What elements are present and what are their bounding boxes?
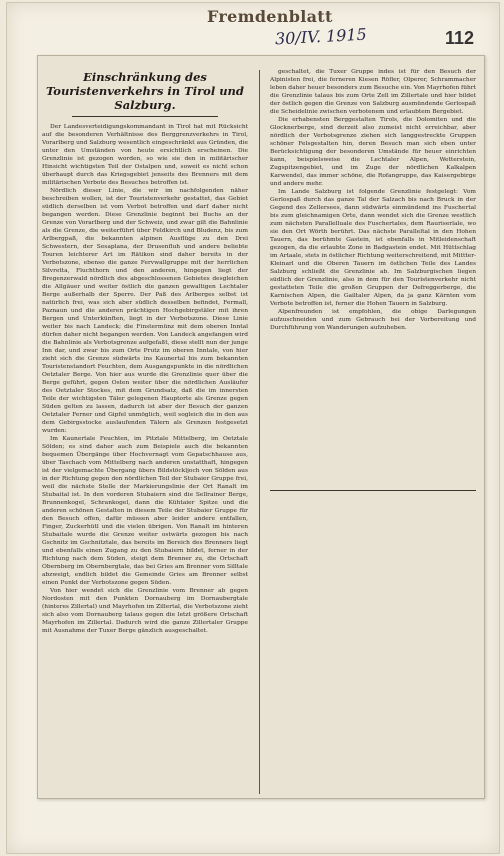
archive-scan-page xyxy=(6,2,500,854)
article-paragraph: geschaltet, die Tuxer Gruppe indes ist für den Besuch der Alpinisten frei, die ferneren Kiesen Röfler, Olperer, Schrammacher leben daher heuer besonders zum Besuche ein. Von Mayrhofen führt die Grenzlinie talaus bis zum Orte Zell im Zillertale und hier bildet der östlich gegen die Grenze von Salzburg ausmündende Gerlospaß die Scheidelinie zwischen verbotenem und erlaubtem Bergebiet. xyxy=(270,69,476,115)
article-paragraph: Nördlich dieser Linie, die wir im nachfolgenden näher beschreiben wollen, ist der Touristenverkehr gestattet, das Gebiet südlich derselben ist vom Verbot betroffen und darf daher nicht begangen werden. Diese Grenzlinie beginnt bei Buchs an der Grenze von Vorarlberg und der Schweiz, und zwar gilt die Bahnlinie als die Grenze, die weiterführt über Feldkirch und Bludenz, bis zum Arlbergpaß, die bekannten alpinen Ausflüge zu den Drei Schwestern, der Sesaplana, der Drusenfluh und andere beliebte Touren leichterer Art im Rätikon sind daher bereits in der Verbotszone, ebenso die ganze Fervwallgruppe mit der herrlichen Silvretta, Fluchthorn und den anderen, hingegen liegt der Bregenzerwald nördlich des abgeschlossenen Gebietes desgleichen die Allgäuer und weiter östlich die ganzen gewaltigen Lechtaler Berge außerhalb der Sperre. Der Paß des Arlberges selbst ist natürlich frei, was sich aber südlich desselben befindet, Fermall, Paznaun und die anderen prächtigen Hochgebirgstäler mit ihren Bergen und Unterkünften, liegt in der Verbotszone. Diese Linie weiter bis nach Landeck; die Finstermünz mit dem oberen Inntal dürfen daher nicht begangen werden. Von Landeck angefangen wird die Bahnlinie als Verbotsgrenze aufgefaßt, diese stellt nun der junge Inn dar, und zwar bis zum Orte Prutz im oberen Inntale, von hier zieht sich die Grenze südwärts ins Kaunertal bis zum bekannten Touristenstandort Feuchten, dem Ausgangspunkte in die nördlichen Oetztaler Berge. Von hier aus wurde die Grenzlinie quer über die Berge geführt, gegen Osten weiter über die nördlichen Ausläufer des Oetztaler Stockes, mit dem Grundsatz, daß die im innersten Teile der wichtigsten Täler gelegenen Hauptorte als Grenze gegen Süden gelten zu lassen, dadurch ist aber der Besuch der ganzen Oetztaler Ferner und Gipfel unmöglich, weil sogleich die in den aus dem Gebirgsstocke auslaufenden Tälern als Grenzen festgesetzt wurden: xyxy=(42,188,248,434)
article-end-rule xyxy=(270,490,476,491)
newspaper-source-stamp: Fremdenblatt xyxy=(207,7,333,26)
article-headline: Einschränkung des Touristenverkehrs in Tirol und Salzburg. xyxy=(46,70,244,112)
handwritten-date: 30/IV. 1915 xyxy=(274,24,368,49)
newspaper-clipping xyxy=(37,55,485,799)
column-divider xyxy=(259,70,260,794)
article-paragraph: Der Landesverteidigungskommandant in Tirol hat mit Rücksicht auf die besonderen Verhältnisse des Berggrenzverkehrs in Tirol, Vorarlberg und Salzburg wesentlich eingeschränkt aus Gründen, die unter den Umständen von heute ersichtlich erscheinen. Die Grenzlinie ist gezogen worden, so wie sie den in militärischer Hinsicht wichtigsten Teil der Ostalpen und, soweit es nicht schon überhaupt durch das Kriegsgebiet jenseits des Brenners mit dem militärischen Verbote des Besuches betroffen ist. xyxy=(42,124,248,186)
headline-rule xyxy=(72,116,218,117)
page-number: 112 xyxy=(445,28,475,48)
article-paragraph: Im Kaunertale Feuchten, im Pitztale Mittelberg, im Oetztale Sölden; es sind daher auch zum Beispiele auch die bekannten bequemen Übergänge über Hochvernagt vom Gepatschhause aus, über Taschach vom Mittelberg nach anderen unstatthaft, hingegen ist der vielgemachte Übergang übers Bildstöckljoch von Sölden aus in der Richtung gegen den nördlichen Teil der Stubaier Gruppe frei, weil die nächste Stelle der Markierungslinie der Ort Ranalt im Stubaital ist. In den vorderen Stubaiern sind die Sellrainer Berge, Brunnenkogel, Schrankogel, dann die Kühtaier Spitze und die anderen schönen Gestalten in diesem Teile der Stubaier Gruppe für den Besuch offen, dafür müssen aber leider andere entfallen, Finger, Zuckerhütl und die vielen übrigen. Von Ranalt im hinteren Stubaitale wurde die Grenze weiter ostwärts gezogen bis nach Gschnitz im Gschnitztale, das bereits im Bereich des Brenners liegt und ebenfalls einen Zugang zu den Stubaiern bildet, ferner in der Richtung nach dem Süden, steigt dem Brenner zu, die Ortschaft Obernberg im Obernbergtale, das bei Gries am Brenner vom Silltale abzweigt, endlich bildet die Gemeinde Gries am Brenner selbst einen Punkt der Verbotszone gegen Süden. xyxy=(42,436,248,586)
article-column-right xyxy=(270,68,476,488)
article-paragraph: Die erhabensten Berggestalten Tirols, die Dolomiten und die Glocknerberge, sind derzeit also zumeist nicht erreichbar, aber nördlich der Verbotsgrenze ziehen sich langgestreckte Gruppen schöner Felsgestalten hin, deren Besuch man sich eben unter Berücksichtigung der besonderen Umstände für heuer einrichten kann, beispielsweise die Lechtaler Alpen, Wetterstein, Zugspitzengebiet, und im Zuge der nördlichen Kalkalpen Karwendel, das immer schöne, die Rofangruppe, das Kaisergebirge und andere mehr. xyxy=(270,117,476,187)
article-paragraph: Im Lande Salzburg ist folgende Grenzlinie festgelegt: Vom Gerlospaß durch das ganze Tal der Salzach bis nach Bruck in der Gegend des Zellersees, dann südwärts einmündend ins Fuschertal bis zum gleichnamigen Orte, dann wendet sich die Grenze westlich zum nächsten Parallelluale des Fuschertales, dem Rauriserlale, wo sie den Ort Wörth berührt. Das nächste Paralleltal in den Hohen Tauern, das berühmte Gastein, ist ebenfalls in Mitleidenschaft gezogen, da die erlaubte Zone in Badgastein endet. Mit Hüttschlag im Artaale, stets in östlicher Richtung weiterschreitend, mit Mittter-Kleinarl und die Oberen Tauern im östlichen Teile des Landes Salzburg schließt die Grenzlinie ab. Im Salzburgischen liegen südlich der Grenzlinie, also in dem für den Touristenverkehr nicht gestatteten Teile die großen Gruppen der Defreggerberge, die Karnischen Alpen, die Gailtaler Alpen, da ja ganz Kärnten vom Verbote betroffen ist, ferner die Hohen Tauern in Salzburg. xyxy=(270,189,476,307)
article-column-left xyxy=(42,68,248,794)
article-paragraph: Alpenfreunden ist empfohlen, die obige Darlegungen aufzuschneiden und zum Gebrauch bei der Vorbereitung und Durchführung von Wanderungen aufzuheben. xyxy=(270,309,476,331)
article-paragraph: Von hier wendet sich die Grenzlinie vom Brenner ab gegen Nordosten mit den Punkten Dornauberg im Dornaubergtale (hinteres Zillertal) und Mayrhofen im Zillertal, die Verbotszone zieht sich also vom Dornauberg talaus gegen die letzt größere Ortschaft Mayrhofen im Zillertal. Dadurch wird die ganze Zillertaler Gruppe mit Ausnahme der Tuxer Berge gänzlich ausgeschaltet. xyxy=(42,588,248,634)
